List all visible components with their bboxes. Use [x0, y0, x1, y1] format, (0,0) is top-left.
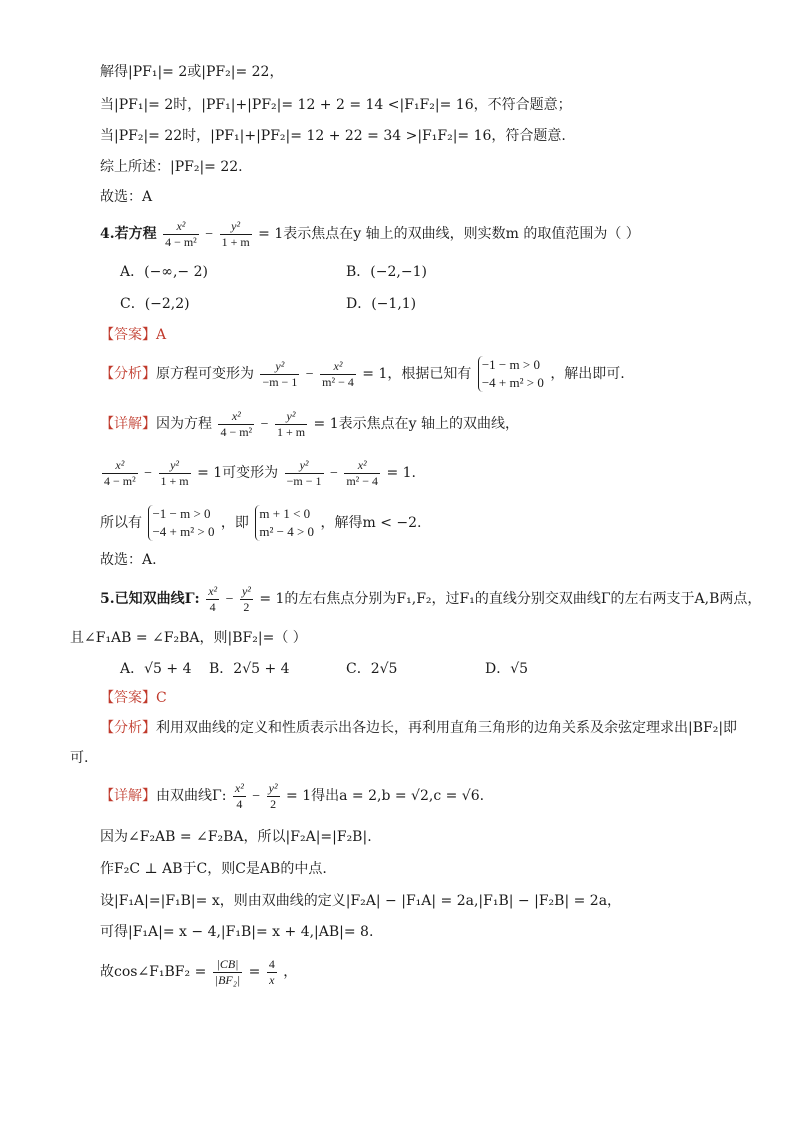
q5-d5 — [100, 952, 297, 992]
q5-d5-mid: = — [248, 964, 261, 980]
q4-sys-brace-1-a: −1 − m > 0 — [152, 506, 211, 521]
q5-dt-frac-x-den: 4 — [236, 796, 243, 811]
q5-analysis-cont-text: 可. — [70, 750, 89, 766]
q4-tf-frac-y-num: y² — [159, 458, 191, 474]
q4-option-b — [346, 262, 427, 282]
q5-option-c — [346, 659, 397, 679]
q5-d3 — [100, 891, 621, 911]
q5-option-a-text: A．√5 + 4 — [120, 661, 192, 677]
q4-tf-frac-y2-num: y² — [285, 458, 324, 474]
q4-so-post: ，解得m < −2. — [320, 515, 422, 531]
q5-d3-text: 设|F₁A|=|F₁B|= x，则由双曲线的定义|F₂A| − |F₁A| = 2a,|F₁B| − |F₂B| = 2a， — [100, 893, 622, 909]
case2-text: 当|PF₂|= 22时，|PF₁|+|PF₂|= 12 + 22 = 34 >|F₁F₂|= 16，符合题意. — [100, 128, 566, 144]
q5-cos-frac1-num: |CB| — [213, 957, 242, 973]
q5-stem2-text: 且∠F₁AB = ∠F₂BA，则|BF₂|=（ ） — [70, 630, 307, 646]
q5-option-d — [485, 659, 528, 679]
q4-select — [100, 550, 157, 570]
q5-frac-x — [206, 584, 219, 615]
q4-detail-post: = 1表示焦点在y 轴上的双曲线， — [313, 416, 519, 432]
q5-d4 — [100, 922, 373, 942]
q4-select-text: 故选：A. — [100, 552, 157, 568]
q4-an-frac-y-num: y² — [260, 359, 299, 375]
q4-tf-frac-y2-den: −m − 1 — [286, 473, 322, 488]
q4-dt-frac-y-num: y² — [275, 409, 307, 425]
answer-value: C — [156, 690, 167, 706]
q4-frac-y — [220, 219, 252, 250]
analysis-tag: 【分析】 — [100, 366, 156, 382]
q4-an-frac-y-den: −m − 1 — [262, 374, 298, 389]
q5-cos-frac2-den: x — [269, 972, 275, 987]
q4-option-a-text: A．(−∞,− 2) — [120, 264, 208, 280]
q5-answer — [100, 688, 167, 708]
select-text-q3: 故选：A — [100, 189, 153, 205]
q5-detail-pre: 由双曲线Γ: — [156, 788, 227, 804]
q4-analysis-mid: = 1，根据已知有 — [362, 366, 472, 382]
q4-so-mid: ，即 — [220, 515, 249, 531]
q4-transform-mid: = 1可变形为 — [197, 465, 279, 481]
q4-tf-frac-x-num: x² — [102, 458, 138, 474]
q4-analysis-pre: 原方程可变形为 — [156, 366, 254, 382]
q4-tf-frac-y2 — [285, 458, 324, 489]
q4-sys-brace-1 — [148, 505, 214, 541]
summary-line — [100, 157, 243, 177]
q4-option-c — [120, 294, 190, 314]
q4-stem-pre: 4.若方程 — [100, 226, 157, 242]
q4-option-c-text: C．(−2,2) — [120, 296, 190, 312]
q4-stem: 4.若方程 $\frac{\text{x²}}{\text{4 − m²}}$ − $\frac{\text{y²}}{1 + m}$ = 1表示焦点在y 轴上的双曲线，则实数m 的取值范围为（ ） — [100, 218, 640, 249]
q5-stem2 — [70, 628, 307, 648]
q4-transform-end: = 1. — [386, 465, 417, 481]
q4-an-brace — [478, 356, 544, 392]
answer-tag: 【答案】 — [100, 327, 156, 343]
q4-an-frac-y — [260, 359, 299, 390]
analysis-tag: 【分析】 — [100, 720, 156, 736]
solve-line — [100, 62, 283, 82]
q4-dt-frac-x — [218, 409, 254, 440]
q5-d2-text: 作F₂C ⊥ AB于C，则C是AB的中点. — [100, 861, 327, 877]
q4-frac-x-den: 4 − m² — [165, 234, 197, 249]
solve-text: 解得|PF₁|= 2或|PF₂|= 22， — [100, 64, 284, 80]
q4-sys-brace-2-a: m + 1 < 0 — [259, 506, 311, 521]
q5-frac-x-den: 4 — [209, 599, 216, 614]
q5-d4-text: 可得|F₁A|= x − 4,|F₁B|= x + 4,|AB|= 8. — [100, 924, 374, 940]
q5-dt-frac-y — [267, 781, 280, 812]
answer-tag: 【答案】 — [100, 690, 156, 706]
q4-sys-brace-1-b: −4 + m² > 0 — [152, 524, 215, 539]
q4-option-b-text: B．(−2,−1) — [346, 264, 427, 280]
q4-frac-x — [163, 219, 199, 250]
q5-analysis-text: 利用双曲线的定义和性质表示出各边长，再利用直角三角形的边角关系及余弦定理求出|BF₂|即 — [156, 720, 738, 736]
q4-an-frac-x — [320, 359, 356, 390]
q4-dt-frac-y-den: 1 + m — [276, 424, 306, 439]
q4-tf-frac-x2-num: x² — [344, 458, 380, 474]
q4-sys-brace-2 — [255, 505, 314, 541]
q4-an-frac-x-den: m² − 4 — [322, 374, 354, 389]
q4-option-a — [120, 262, 208, 282]
q4-dt-frac-x-num: x² — [218, 409, 254, 425]
q4-detail-pre: 因为方程 — [156, 416, 212, 432]
q5-d5-post: ， — [283, 964, 298, 980]
q5-dt-frac-x-num: x² — [234, 780, 244, 795]
q4-frac-x-num: x² — [163, 219, 199, 235]
detail-tag: 【详解】 — [100, 416, 156, 432]
answer-value: A — [156, 327, 167, 343]
q5-d2 — [100, 859, 327, 879]
q5-dt-frac-y-den: 2 — [270, 796, 277, 811]
q5-option-d-text: D．√5 — [485, 661, 529, 677]
q5-cos-frac1-den: |BF₂| — [214, 972, 241, 987]
q4-option-d — [346, 294, 416, 314]
q4-frac-y-num: y² — [220, 219, 252, 235]
q4-tf-frac-x2 — [344, 458, 380, 489]
q5-option-c-text: C．2√5 — [346, 661, 398, 677]
q4-frac-y-den: 1 + m — [221, 234, 250, 249]
q4-analysis: 【分析】原方程可变形为 $\frac{\text{y²}}{-m - 1}$ − $\frac{\text{x²}}{\text{m² − 4}}$ = 1，根据已知有 −1 − m > 0 −4 + m² > 0 ，解出即可. — [100, 357, 625, 390]
q5-d1-text: 因为∠F₂AB = ∠F₂BA，所以|F₂A|=|F₂B|. — [100, 829, 372, 845]
case2-line — [100, 126, 566, 146]
q5-stem-pre: 5.已知双曲线Γ: — [100, 591, 200, 607]
case1-text: 当|PF₁|= 2时，|PF₁|+|PF₂|= 12 + 2 = 14 <|F₁F₂|= 16，不符合题意； — [100, 97, 572, 113]
q4-detail: 【详解】因为方程 $\frac{\text{x²}}{\text{4 − m²}}$ − $\frac{\text{y²}}{1 + m}$ = 1表示焦点在y 轴上的双曲线， — [100, 408, 519, 439]
q5-stem-post: = 1的左右焦点分别为F₁,F₂，过F₁的直线分别交双曲线Γ的左右两支于A,B两点， — [259, 591, 762, 607]
q4-sys-brace-2-b: m² − 4 > 0 — [259, 524, 315, 539]
q5-frac-y — [240, 584, 253, 615]
q4-tf-frac-x-den: 4 − m² — [104, 473, 136, 488]
q4-so-pre: 所以有 — [100, 515, 142, 531]
q5-stem: 5.已知双曲线Γ: $\frac{\text{x²}}{4}$ − $\frac{\text{y²}}{2}$ = 1的左右焦点分别为F₁,F₂，过F₁的直线分别交双曲线Γ的左右两支于A,B两点， — [100, 583, 762, 614]
q5-dt-frac-x — [233, 781, 246, 812]
q5-analysis — [100, 718, 737, 738]
q4-option-d-text: D．(−1,1) — [346, 296, 417, 312]
q4-an-brace-1: −1 − m > 0 — [481, 357, 540, 372]
q5-detail-post: = 1得出a = 2,b = √2,c = √6. — [286, 788, 485, 804]
q4-answer — [100, 325, 166, 345]
q4-dt-frac-x-den: 4 − m² — [220, 424, 253, 439]
q4-tf-frac-x2-den: m² − 4 — [346, 473, 379, 488]
q4-dt-frac-y — [275, 409, 307, 440]
q4-tf-frac-y — [159, 458, 191, 489]
q5-cos-frac2 — [267, 957, 277, 988]
q4-tf-frac-x — [102, 458, 138, 489]
q5-analysis-cont — [70, 748, 88, 768]
detail-tag: 【详解】 — [100, 788, 156, 804]
q4-stem-post: = 1表示焦点在y 轴上的双曲线，则实数m 的取值范围为（ ） — [258, 226, 640, 242]
q5-option-b — [209, 659, 290, 679]
summary-text: 综上所述：|PF₂|= 22. — [100, 159, 243, 175]
q5-d1 — [100, 827, 372, 847]
q4-transform: $\frac{\text{x²}}{\text{4 − m²}}$ − $\frac{\text{y²}}{1 + m}$ = 1可变形为 $\frac{\text{y²}}{-m - 1}$ − $\frac{\text{x²}}{\text{m² − 4}}$ = 1. — [104, 457, 417, 488]
q4-tf-frac-y-den: 1 + m — [160, 473, 189, 488]
q4-an-brace-2: −4 + m² > 0 — [481, 375, 544, 390]
case1-line — [100, 95, 572, 115]
q5-dt-frac-y-num: y² — [268, 780, 278, 795]
q5-detail: 【详解】由双曲线Γ: $\frac{\text{x²}}{4}$ − $\frac{\text{y²}}{2}$ = 1得出a = 2,b = √2,c = √6. — [100, 780, 485, 811]
q5-frac-y-den: 2 — [243, 599, 250, 614]
q5-cos-frac1 — [213, 957, 242, 988]
q4-an-frac-x-num: x² — [320, 359, 356, 375]
q4-analysis-post: ，解出即可. — [550, 366, 625, 382]
q5-option-b-text: B．2√5 + 4 — [209, 661, 290, 677]
q5-d5-pre: 故cos∠F₁BF₂ = — [100, 964, 207, 980]
select-line-q3 — [100, 187, 152, 207]
q5-option-a — [120, 659, 191, 679]
q4-system — [100, 503, 422, 543]
q5-cos-frac2-num: 4 — [268, 956, 275, 971]
q5-frac-x-num: x² — [208, 583, 218, 598]
q5-frac-y-num: y² — [241, 583, 251, 598]
